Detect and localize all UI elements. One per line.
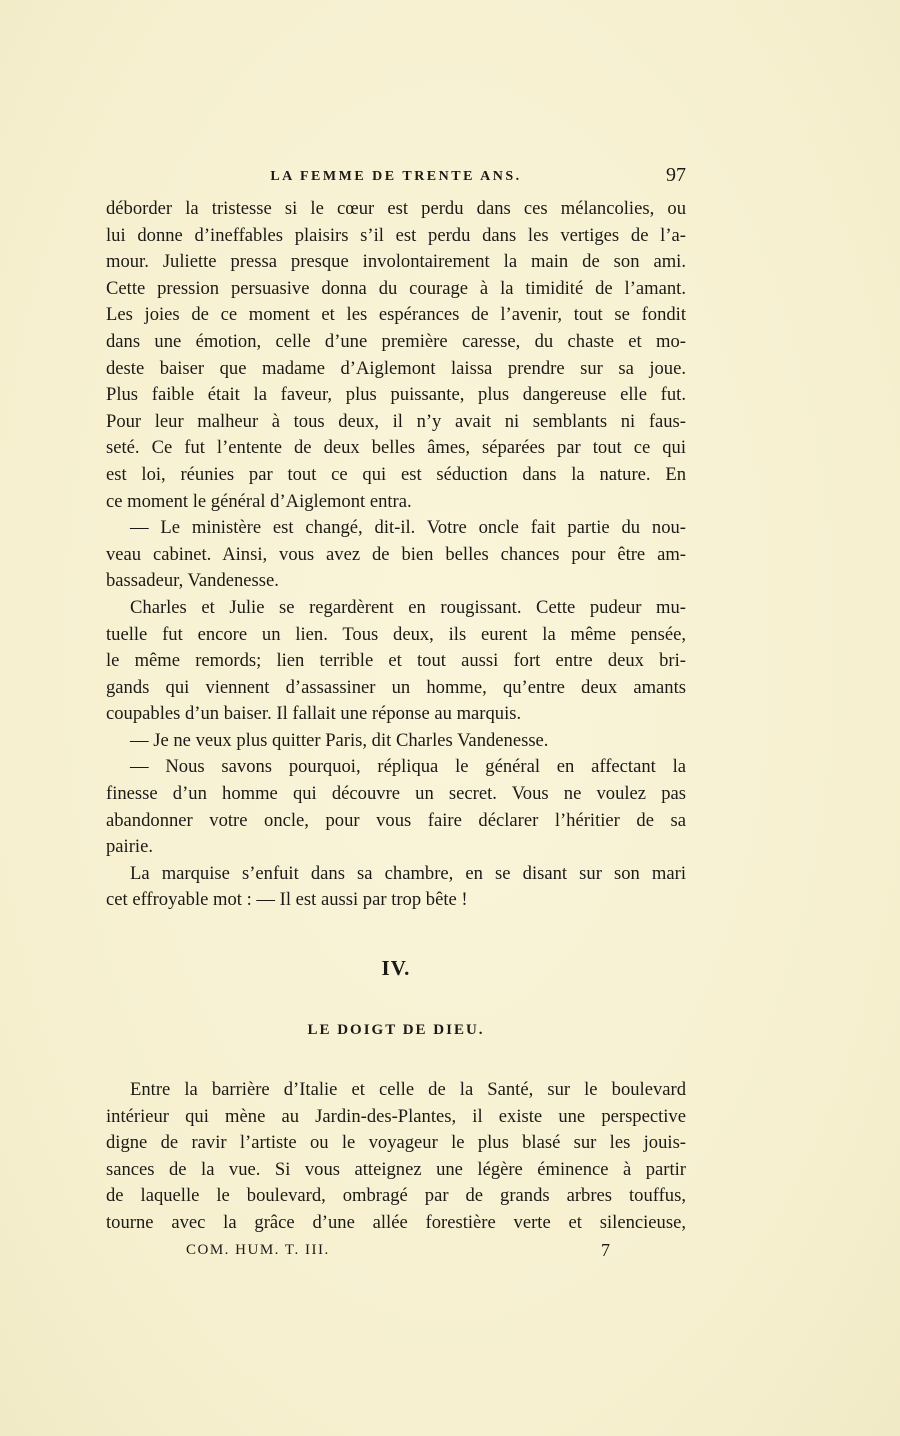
- running-head: [106, 163, 686, 189]
- text-line: La marquise s’enfuit dans sa chambre, en se disant sur son mari: [130, 862, 686, 884]
- text-line: bassadeur, Vandenesse.: [106, 570, 279, 592]
- text-line: de laquelle le boulevard, ombragé par de grands arbres touffus,: [106, 1185, 686, 1207]
- text-line: Charles et Julie se regardèrent en rougissant. Cette pudeur mu-: [130, 596, 686, 618]
- text-line: deste baiser que madame d’Aiglemont laissa prendre sur sa joue.: [106, 357, 686, 379]
- signature-mark: COM. HUM. T. III.: [186, 1242, 330, 1258]
- text-line: — Nous savons pourquoi, répliqua le général en affectant la: [130, 756, 686, 778]
- text-line: tourne avec la grâce d’une allée forestière verte et silencieuse,: [106, 1211, 686, 1233]
- text-line: le même remords; lien terrible et tout aussi fort entre deux bri-: [106, 650, 686, 672]
- chapter-title: LE DOIGT DE DIEU.: [307, 1022, 485, 1038]
- text-line: est loi, réunies par tout ce qui est séduction dans la nature. En: [106, 463, 686, 485]
- text-line: digne de ravir l’artiste ou le voyageur le plus blasé sur les jouis-: [106, 1132, 686, 1154]
- text-line: — Je ne veux plus quitter Paris, dit Charles Vandenesse.: [130, 729, 549, 751]
- text-line: finesse d’un homme qui découvre un secret. Vous ne voulez pas: [106, 783, 686, 805]
- chapter-number: IV.: [381, 956, 411, 980]
- text-line: ce moment le général d’Aiglemont entra.: [106, 490, 412, 512]
- text-line: — Le ministère est changé, dit-il. Votre oncle fait partie du nou-: [130, 517, 686, 539]
- text-line: Entre la barrière d’Italie et celle de la Santé, sur le boulevard: [130, 1079, 686, 1100]
- text-line: mour. Juliette pressa presque involontairement la main de son ami.: [106, 251, 686, 273]
- text-line: abandonner votre oncle, pour vous faire déclarer l’héritier de sa: [106, 809, 686, 831]
- running-head-title: LA FEMME DE TRENTE ANS.: [270, 169, 522, 184]
- text-line: pairie.: [106, 836, 153, 858]
- text-line: lui donne d’ineffables plaisirs s’il est perdu dans les vertiges de l’a-: [106, 224, 686, 246]
- text-line: déborder la tristesse si le cœur est perdu dans ces mélancolies, ou: [106, 198, 686, 219]
- page-number: 97: [666, 164, 686, 186]
- text-line: intérieur qui mène au Jardin-des-Plantes, il existe une perspective: [106, 1105, 686, 1127]
- text-line: sances de la vue. Si vous atteignez une légère éminence à partir: [106, 1158, 686, 1180]
- text-line: veau cabinet. Ainsi, vous avez de bien belles chances pour être am-: [106, 543, 686, 565]
- text-line: seté. Ce fut l’entente de deux belles âmes, séparées par tout ce qui: [106, 437, 686, 459]
- text-line: dans une émotion, celle d’une première caresse, du chaste et mo-: [106, 330, 686, 352]
- text-line: cet effroyable mot : — Il est aussi par trop bête !: [106, 889, 468, 911]
- sheet-number: 7: [601, 1240, 610, 1260]
- chapter-text: [106, 1077, 686, 1237]
- text-line: Plus faible était la faveur, plus puissante, plus dangereuse elle fut.: [106, 384, 686, 406]
- text-line: tuelle fut encore un lien. Tous deux, ils eurent la même pensée,: [106, 623, 686, 645]
- text-line: Pour leur malheur à tous deux, il n’y avait ni semblants ni faus-: [106, 410, 686, 432]
- text-line: coupables d’un baiser. Il fallait une réponse au marquis.: [106, 703, 522, 725]
- page-footer: [106, 1240, 686, 1264]
- text-line: Les joies de ce moment et les espérances de l’avenir, tout se fondit: [106, 304, 686, 326]
- body-text: [106, 196, 686, 914]
- text-line: gands qui viennent d’assassiner un homme, qu’entre deux amants: [106, 676, 686, 698]
- text-line: Cette pression persuasive donna du courage à la timidité de l’amant.: [106, 277, 686, 299]
